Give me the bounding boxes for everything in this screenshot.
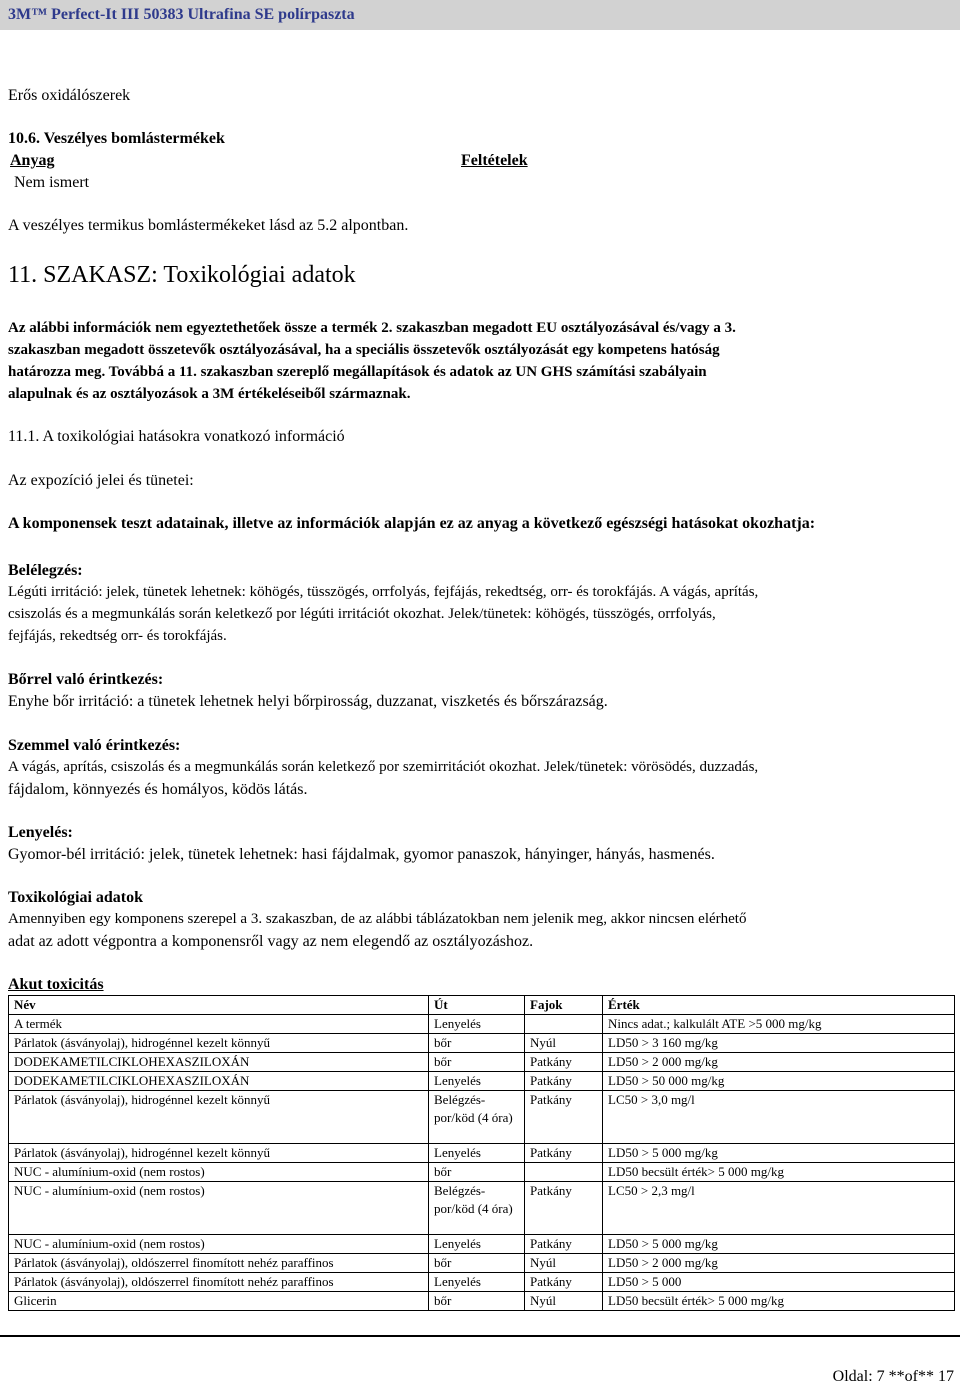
cell-value: LC50 > 2,3 mg/l <box>603 1182 955 1235</box>
cell-species: Patkány <box>525 1091 603 1144</box>
ingestion-line-1: Gyomor-bél irritáció: jelek, tünetek lehetnek: hasi fájdalmak, gyomor panaszok, hányinger, hányás, hasmenés. <box>8 846 715 863</box>
table-row <box>9 1144 955 1163</box>
cell-value: LD50 > 5 000 <box>603 1273 955 1292</box>
section-10-6-heading: 10.6. Veszélyes bomlástermékek <box>8 130 225 147</box>
not-known-text: Nem ismert <box>14 174 90 191</box>
cell-species <box>525 1163 603 1182</box>
cell-species: Nyúl <box>525 1254 603 1273</box>
column-header-species: Fajok <box>525 996 603 1015</box>
toxicological-data-heading: Toxikológiai adatok <box>8 889 144 906</box>
cell-species: Patkány <box>525 1144 603 1163</box>
cell-route: Belégzés-por/köd (4 óra) <box>429 1091 525 1144</box>
footer-divider <box>0 1335 960 1337</box>
inhalation-heading: Belélegzés: <box>8 562 83 579</box>
eye-contact-line-1: A vágás, aprítás, csiszolás és a megmunkálás során keletkező por szemirritációt okozhat. Jelek/tünetek: vörösödés, duzzadás, <box>8 759 759 775</box>
subsection-11-1-heading: 11.1. A toxikológiai hatásokra vonatkozó információ <box>8 428 345 445</box>
substance-label: Anyag <box>10 152 55 169</box>
cell-value: LD50 > 3 160 mg/kg <box>603 1034 955 1053</box>
cell-species: Patkány <box>525 1182 603 1235</box>
cell-name: Párlatok (ásványolaj), oldószerrel finomított nehéz paraffinos <box>9 1254 429 1273</box>
table-row <box>9 1273 955 1292</box>
column-header-route: Út <box>429 996 525 1015</box>
cell-name: NUC - alumínium-oxid (nem rostos) <box>9 1235 429 1254</box>
cell-name: DODEKAMETILCIKLOHEXASZILOXÁN <box>9 1072 429 1091</box>
table-row <box>9 1235 955 1254</box>
cell-route: Belégzés-por/köd (4 óra) <box>429 1182 525 1235</box>
cell-species: Patkány <box>525 1072 603 1091</box>
section-11-title: 11. SZAKASZ: Toxikológiai adatok <box>8 262 356 288</box>
skin-contact-heading: Bőrrel való érintkezés: <box>8 671 164 688</box>
cell-route: Lenyelés <box>429 1144 525 1163</box>
page-header <box>0 0 960 30</box>
cell-name: NUC - alumínium-oxid (nem rostos) <box>9 1163 429 1182</box>
cell-route: Lenyelés <box>429 1015 525 1034</box>
intro-line-1: Az alábbi információk nem egyeztethetőek össze a termék 2. szakaszban megadott EU osztályozásával és/vagy a 3. <box>8 320 736 336</box>
acute-toxicity-heading: Akut toxicitás <box>8 976 104 993</box>
table-row <box>9 1254 955 1273</box>
ingestion-heading: Lenyelés: <box>8 824 73 841</box>
page-number: Oldal: 7 **of** 17 <box>832 1368 954 1385</box>
intro-line-2: szakaszban megadott összetevők osztályozásával, ha a speciális összetevők osztályozását egy kompetens hatóság <box>8 342 720 358</box>
cell-value: LC50 > 3,0 mg/l <box>603 1091 955 1144</box>
cell-route: bőr <box>429 1254 525 1273</box>
cell-species: Patkány <box>525 1273 603 1292</box>
document-title: 3M™ Perfect-It III 50383 Ultrafina SE polírpaszta <box>8 6 355 23</box>
cell-route: bőr <box>429 1034 525 1053</box>
intro-line-3: határozza meg. Továbbá a 11. szakaszban szereplő megállapítások és adatok az UN GHS számítási szabályain <box>8 364 707 380</box>
table-row <box>9 1163 955 1182</box>
cell-name: Párlatok (ásványolaj), hidrogénnel kezelt könnyű <box>9 1144 429 1163</box>
cell-route: Lenyelés <box>429 1235 525 1254</box>
table-row <box>9 1053 955 1072</box>
cell-species: Nyúl <box>525 1034 603 1053</box>
column-header-value: Érték <box>603 996 955 1015</box>
inhalation-line-3: fejfájás, rekedtség orr- és torokfájás. <box>8 628 227 644</box>
cell-name: Párlatok (ásványolaj), oldószerrel finomított nehéz paraffinos <box>9 1273 429 1292</box>
cell-name: Glicerin <box>9 1292 429 1311</box>
cell-route: bőr <box>429 1292 525 1311</box>
cell-value: LD50 > 50 000 mg/kg <box>603 1072 955 1091</box>
table-row <box>9 1091 955 1144</box>
cell-value: LD50 > 5 000 mg/kg <box>603 1235 955 1254</box>
acute-toxicity-table <box>8 995 955 1311</box>
toxicological-data-line-1: Amennyiben egy komponens szerepel a 3. szakaszban, de az alábbi táblázatokban nem jelenik meg, akkor nincsen elérhető <box>8 911 747 927</box>
cell-value: LD50 becsült érték> 5 000 mg/kg <box>603 1163 955 1182</box>
column-header-name: Név <box>9 996 429 1015</box>
table-row <box>9 1292 955 1311</box>
cell-name: NUC - alumínium-oxid (nem rostos) <box>9 1182 429 1235</box>
cell-name: A termék <box>9 1015 429 1034</box>
table-row <box>9 1182 955 1235</box>
inhalation-line-1: Légúti irritáció: jelek, tünetek lehetnek: köhögés, tüsszögés, orrfolyás, fejfájás, rekedtség, orr- és torokfájás. A vágás, aprítás, <box>8 584 759 600</box>
table-row <box>9 1034 955 1053</box>
cell-route: Lenyelés <box>429 1273 525 1292</box>
thermal-decomposition-note: A veszélyes termikus bomlástermékeket lásd az 5.2 alpontban. <box>8 217 409 234</box>
eye-contact-line-2: fájdalom, könnyezés és homályos, ködös látás. <box>8 781 308 798</box>
table-header-row <box>9 996 955 1015</box>
cell-route: bőr <box>429 1163 525 1182</box>
eye-contact-heading: Szemmel való érintkezés: <box>8 737 181 754</box>
cell-route: bőr <box>429 1053 525 1072</box>
cell-value: Nincs adat.; kalkulált ATE >5 000 mg/kg <box>603 1015 955 1034</box>
oxidizers-text: Erős oxidálószerek <box>8 87 131 104</box>
toxicological-data-line-2: adat az adott végpontra a komponensről vagy az nem elegendő az osztályozáshoz. <box>8 933 534 950</box>
cell-name: Párlatok (ásványolaj), hidrogénnel kezelt könnyű <box>9 1091 429 1144</box>
exposure-signs-heading: Az expozíció jelei és tünetei: <box>8 472 194 489</box>
cell-name: Párlatok (ásványolaj), hidrogénnel kezelt könnyű <box>9 1034 429 1053</box>
cell-value: LD50 becsült érték> 5 000 mg/kg <box>603 1292 955 1311</box>
cell-species: Patkány <box>525 1053 603 1072</box>
components-statement: A komponensek teszt adatainak, illetve az információk alapján ez az anyag a következő egészségi hatásokat okozhatja: <box>8 515 816 532</box>
cell-species: Nyúl <box>525 1292 603 1311</box>
cell-name: DODEKAMETILCIKLOHEXASZILOXÁN <box>9 1053 429 1072</box>
cell-species <box>525 1015 603 1034</box>
skin-contact-line-1: Enyhe bőr irritáció: a tünetek lehetnek helyi bőrpirosság, duzzanat, viszketés és bőrszárazság. <box>8 693 608 710</box>
table-row <box>9 1015 955 1034</box>
cell-value: LD50 > 2 000 mg/kg <box>603 1254 955 1273</box>
cell-value: LD50 > 2 000 mg/kg <box>603 1053 955 1072</box>
intro-line-4: alapulnak és az osztályozások a 3M értékeléseiből származnak. <box>8 386 411 402</box>
table-row <box>9 1072 955 1091</box>
cell-route: Lenyelés <box>429 1072 525 1091</box>
cell-species: Patkány <box>525 1235 603 1254</box>
inhalation-line-2: csiszolás és a megmunkálás során keletkező por légúti irritációt okozhat. Jelek/tünetek: köhögés, tüsszögés, orrfolyás, <box>8 606 716 622</box>
cell-value: LD50 > 5 000 mg/kg <box>603 1144 955 1163</box>
conditions-label: Feltételek <box>461 152 528 169</box>
